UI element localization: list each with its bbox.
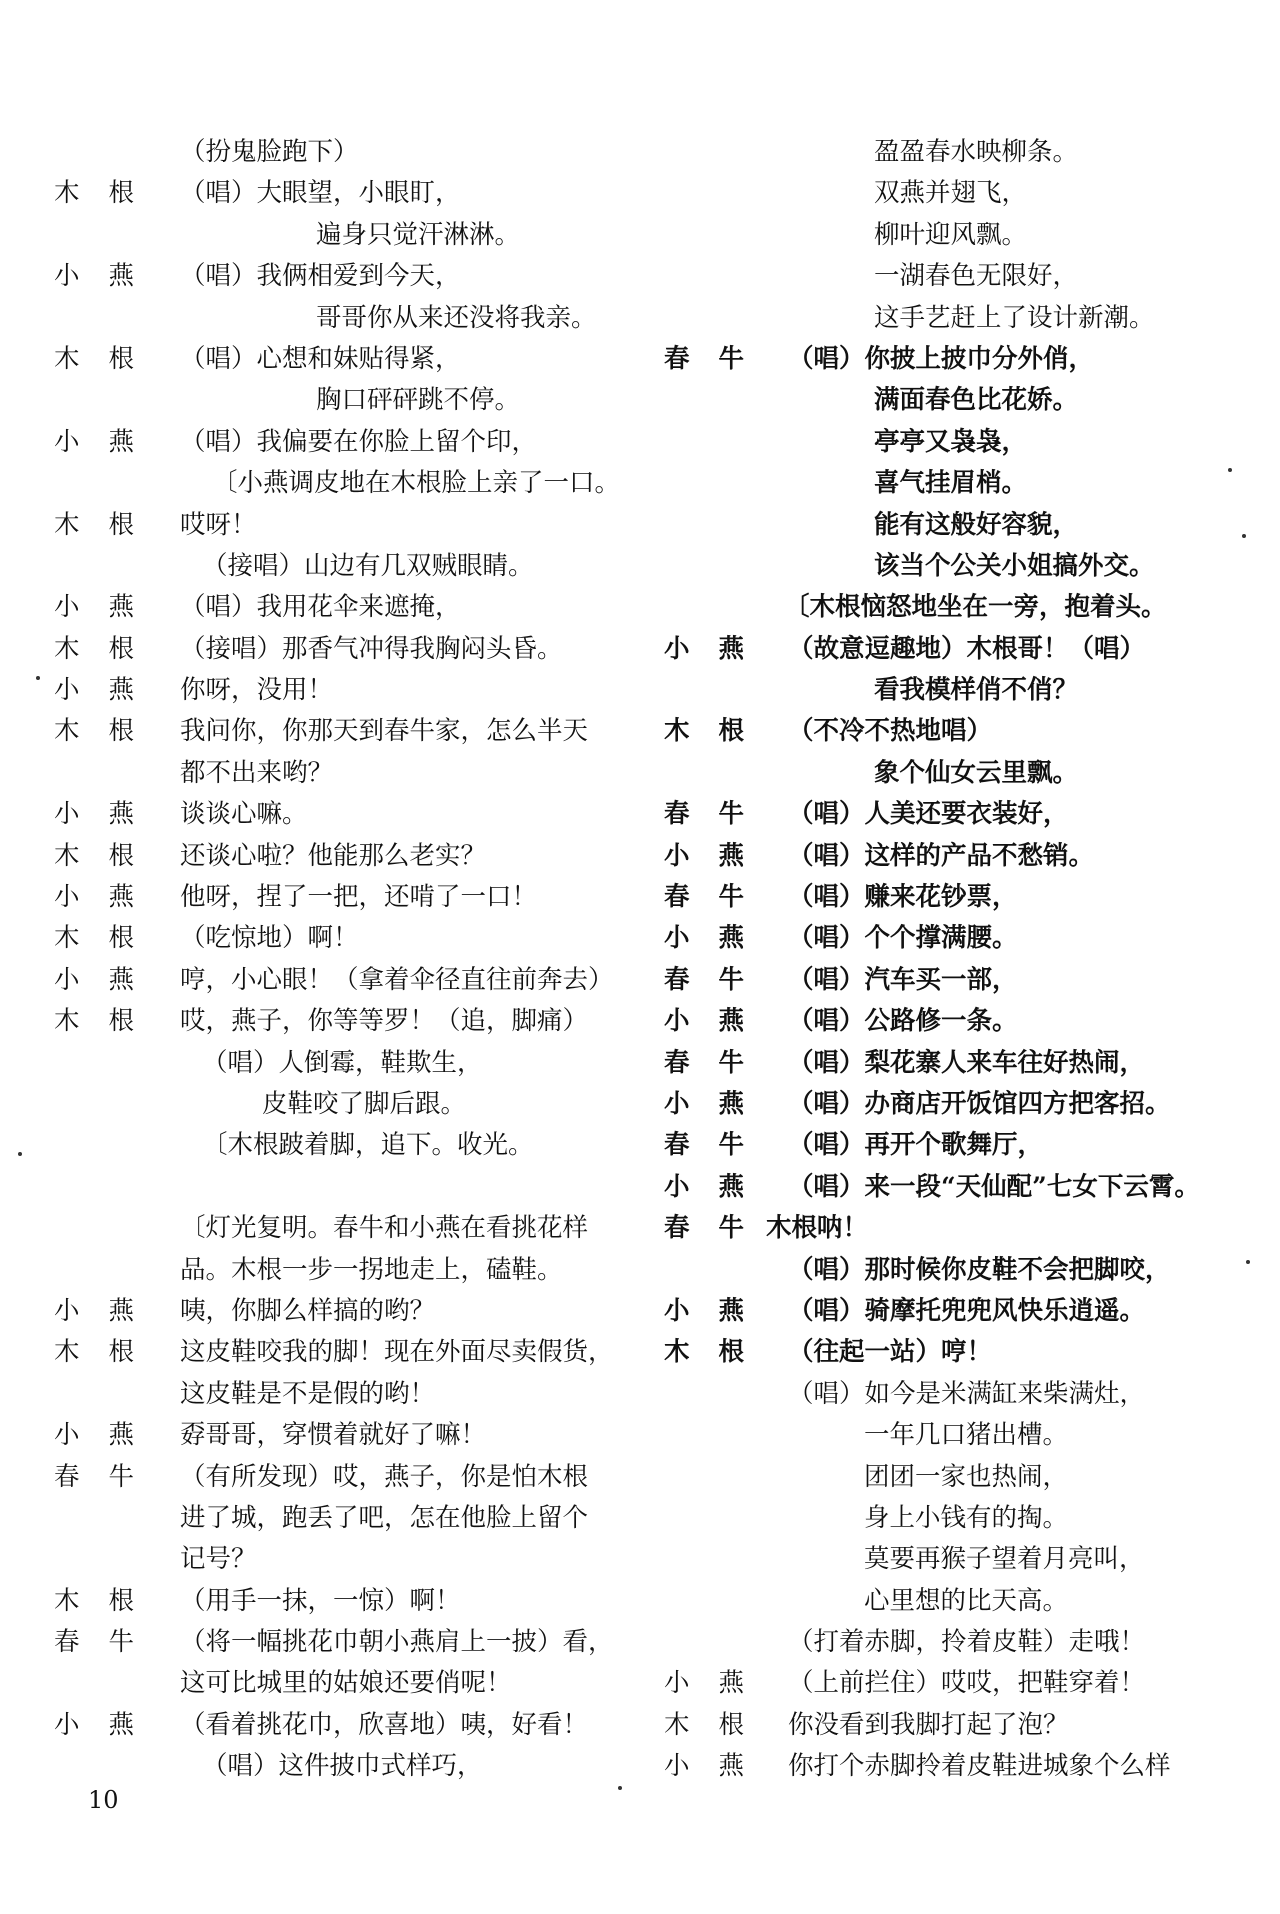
script-line	[664, 1581, 1224, 1622]
page-number: 10	[88, 1786, 119, 1814]
continuation-text: 双燕并翅飞，	[874, 178, 1028, 209]
speaker-name: 木根	[54, 178, 164, 209]
scan-speck	[618, 1786, 622, 1790]
script-line	[54, 215, 614, 256]
script-line	[664, 1125, 1224, 1166]
dialogue-text: （唱）个个撑满腰。	[788, 923, 1018, 954]
continuation-text: 心里想的比天高。	[864, 1585, 1069, 1616]
dialogue-text: （唱）心想和妹贴得紧，	[180, 343, 461, 374]
script-line	[54, 132, 614, 173]
continuation-text: 都不出来哟？	[180, 757, 334, 788]
dialogue-text: 他呀，捏了一把，还啃了一口！	[180, 882, 538, 913]
script-line	[664, 1498, 1224, 1539]
script-line	[54, 918, 614, 959]
script-line	[664, 918, 1224, 959]
speaker-name: 春牛	[664, 343, 774, 374]
speaker-name: 春牛	[664, 799, 774, 830]
script-line	[54, 794, 614, 835]
dialogue-text: 谈谈心嘛。	[180, 799, 308, 830]
continuation-text: 身上小钱有的掏。	[864, 1502, 1069, 1533]
continuation-text: 喜气挂眉梢。	[874, 468, 1028, 499]
script-line	[664, 1374, 1224, 1415]
dialogue-text: 咦，你脚么样搞的哟？	[180, 1295, 436, 1326]
dialogue-text: 你打个赤脚拎着皮鞋进城象个么样	[788, 1751, 1171, 1782]
speaker-name: 木根	[54, 1006, 164, 1037]
script-line	[664, 1167, 1224, 1208]
script-line	[664, 256, 1224, 297]
dialogue-text: （吃惊地）啊！	[180, 923, 359, 954]
continuation-text: （唱）如今是米满缸来柴满灶，	[788, 1378, 1146, 1409]
script-line	[54, 587, 614, 628]
dialogue-text: （唱）公路修一条。	[788, 1006, 1018, 1037]
script-line	[664, 587, 1224, 628]
speaker-name: 小燕	[664, 923, 774, 954]
script-line	[54, 1663, 614, 1704]
dialogue-text: （有所发现）哎，燕子，你是怕木根	[180, 1461, 589, 1492]
scan-speck	[1246, 1260, 1250, 1264]
script-line	[54, 877, 614, 918]
continuation-text: 品。木根一步一拐地走上，磕鞋。	[180, 1254, 563, 1285]
continuation-text: 能有这般好容貌，	[874, 509, 1079, 540]
continuation-text: 记号？	[180, 1544, 257, 1575]
continuation-text: （唱）这件披巾式样巧，	[202, 1751, 483, 1782]
script-line	[664, 629, 1224, 670]
script-line	[664, 1663, 1224, 1704]
continuation-text: 皮鞋咬了脚后跟。	[262, 1088, 467, 1119]
script-line	[664, 215, 1224, 256]
continuation-text: 亭亭又袅袅，	[874, 426, 1028, 457]
dialogue-text: （将一幅挑花巾朝小燕肩上一披）看，	[180, 1627, 614, 1658]
dialogue-text: （唱）这样的产品不愁销。	[788, 840, 1095, 871]
dialogue-text: （唱）我俩相爱到今天，	[180, 261, 461, 292]
script-line	[664, 1208, 1224, 1249]
dialogue-text: （用手一抹，一惊）啊！	[180, 1585, 461, 1616]
continuation-text: 满面春色比花娇。	[874, 385, 1079, 416]
dialogue-text: 这皮鞋咬我的脚！现在外面尽卖假货，	[180, 1337, 614, 1368]
script-line	[664, 1539, 1224, 1580]
script-line	[54, 546, 614, 587]
script-line	[54, 505, 614, 546]
script-line	[54, 1622, 614, 1663]
continuation-text: （唱）那时候你皮鞋不会把脚咬，	[788, 1254, 1171, 1285]
script-line	[54, 1746, 614, 1787]
dialogue-text: 我问你，你那天到春牛家，怎么半天	[180, 716, 589, 747]
speaker-name: 小燕	[664, 1088, 774, 1119]
speaker-name: 小燕	[54, 426, 164, 457]
continuation-text: 进了城，跑丢了吧，怎在他脸上留个	[180, 1502, 589, 1533]
speaker-name: 木根	[664, 1709, 774, 1740]
speaker-name: 春牛	[54, 1461, 164, 1492]
continuation-text: 遍身只觉汗淋淋。	[316, 219, 521, 250]
continuation-text: 〔小燕调皮地在木根脸上亲了一口。	[212, 468, 621, 499]
speaker-name: 春牛	[664, 1213, 774, 1244]
speaker-name: 木根	[54, 1585, 164, 1616]
speaker-name: 小燕	[664, 633, 774, 664]
dialogue-text: 孬哥哥，穿惯着就好了嘛！	[180, 1420, 487, 1451]
script-line	[54, 463, 621, 504]
dialogue-text: （故意逗趣地）木根哥！（唱）	[788, 633, 1146, 664]
script-line	[54, 711, 614, 752]
dialogue-text: （不冷不热地唱）	[788, 716, 993, 747]
scan-speck	[36, 676, 40, 680]
script-line	[54, 256, 614, 297]
dialogue-text: （唱）你披上披巾分外俏，	[788, 343, 1095, 374]
dialogue-text: （接唱）那香气冲得我胸闷头昏。	[180, 633, 563, 664]
speaker-name: 木根	[664, 1337, 774, 1368]
script-line	[54, 173, 614, 214]
speaker-name: 木根	[54, 923, 164, 954]
continuation-text: 该当个公关小姐搞外交。	[874, 550, 1155, 581]
script-line	[664, 1043, 1224, 1084]
continuation-text: 〔灯光复明。春牛和小燕在看挑花样	[180, 1213, 589, 1244]
speaker-name: 春牛	[54, 1627, 164, 1658]
script-line	[54, 1208, 614, 1249]
speaker-name: 小燕	[54, 675, 164, 706]
script-line	[54, 1043, 614, 1084]
continuation-text: 〔木根跛着脚，追下。收光。	[202, 1130, 534, 1161]
continuation-text: （唱）人倒霉，鞋欺生，	[202, 1047, 483, 1078]
dialogue-text: （上前拦住）哎哎，把鞋穿着！	[788, 1668, 1146, 1699]
script-line	[664, 670, 1224, 711]
script-line	[664, 1250, 1224, 1291]
script-line	[664, 1705, 1224, 1746]
speaker-name: 小燕	[664, 1006, 774, 1037]
speaker-name: 小燕	[54, 799, 164, 830]
speaker-name: 小燕	[54, 964, 164, 995]
script-line	[664, 1291, 1224, 1332]
script-line	[54, 1125, 614, 1166]
script-line	[664, 339, 1224, 380]
script-line	[664, 463, 1224, 504]
script-line	[664, 1001, 1224, 1042]
continuation-text: 一湖春色无限好，	[874, 261, 1079, 292]
speaker-name: 春牛	[664, 882, 774, 913]
continuation-text: 团团一家也热闹，	[864, 1461, 1069, 1492]
scan-speck	[1242, 534, 1246, 538]
script-line	[664, 422, 1224, 463]
dialogue-text: 哼，小心眼！（拿着伞径直往前奔去）	[180, 964, 614, 995]
script-line	[664, 711, 1224, 752]
script-line	[54, 298, 614, 339]
script-line	[664, 380, 1224, 421]
continuation-text: （打着赤脚，拎着皮鞋）走哦！	[788, 1627, 1146, 1658]
dialogue-text: （往起一站）哼！	[788, 1337, 993, 1368]
scan-speck	[18, 1152, 22, 1156]
continuation-text: （接唱）山边有几双贼眼睛。	[202, 550, 534, 581]
continuation-text: 一年几口猪出槽。	[864, 1420, 1069, 1451]
dialogue-text: 哎，燕子，你等等罗！（追，脚痛）	[180, 1006, 589, 1037]
dialogue-text: （唱）汽车买一部，	[788, 964, 1018, 995]
speaker-name: 春牛	[664, 1130, 774, 1161]
speaker-name: 木根	[54, 633, 164, 664]
dialogue-text: （唱）赚来花钞票，	[788, 882, 1018, 913]
script-line	[664, 1746, 1224, 1787]
script-line	[664, 1622, 1224, 1663]
scene-break	[54, 1167, 614, 1208]
speaker-name: 小燕	[664, 1751, 774, 1782]
continuation-text: 柳叶迎风飘。	[874, 219, 1028, 250]
dialogue-text: 还谈心啦？他能那么老实？	[180, 840, 487, 871]
dialogue-text: （唱）办商店开饭馆四方把客招。	[788, 1088, 1171, 1119]
dialogue-text: （唱）我用花伞来遮掩，	[180, 592, 461, 623]
continuation-text: 看我模样俏不俏？	[874, 675, 1079, 706]
continuation-text: 哥哥你从来还没将我亲。	[316, 302, 597, 333]
script-line	[664, 1332, 1224, 1373]
script-line	[664, 298, 1224, 339]
right-column	[664, 132, 1224, 1788]
script-line	[664, 960, 1224, 1001]
left-column	[54, 132, 621, 1788]
speaker-name: 木根	[54, 1337, 164, 1368]
speaker-name: 小燕	[664, 1668, 774, 1699]
speaker-name: 木根	[54, 343, 164, 374]
script-line	[664, 877, 1224, 918]
speaker-name: 木根	[664, 716, 774, 747]
dialogue-text: （看着挑花巾，欣喜地）咦，好看！	[180, 1709, 589, 1740]
scan-speck	[1228, 468, 1232, 472]
continuation-text: 盈盈春水映柳条。	[874, 137, 1079, 167]
script-line	[664, 1415, 1224, 1456]
speaker-name: 小燕	[54, 882, 164, 913]
dialogue-text: （唱）再开个歌舞厅，	[788, 1130, 1044, 1161]
script-line	[54, 1084, 614, 1125]
speaker-name: 木根	[54, 716, 164, 747]
continuation-text: 〔木根恼怒地坐在一旁，抱着头。	[784, 592, 1167, 623]
continuation-text: 这手艺赶上了设计新潮。	[874, 302, 1155, 333]
script-line	[54, 422, 614, 463]
script-line	[664, 753, 1224, 794]
script-line	[664, 173, 1224, 214]
dialogue-text: （唱）人美还要衣装好，	[788, 799, 1069, 830]
script-line	[664, 546, 1224, 587]
script-line	[664, 1084, 1224, 1125]
script-line	[664, 1457, 1224, 1498]
script-line	[54, 1498, 614, 1539]
speaker-name: 春牛	[664, 1047, 774, 1078]
speaker-name: 春牛	[664, 964, 774, 995]
continuation-text: （扮鬼脸跑下）	[180, 137, 359, 167]
script-line	[54, 1581, 614, 1622]
script-line	[664, 132, 1224, 173]
continuation-text: 莫要再猴子望着月亮叫，	[864, 1544, 1145, 1575]
script-line	[54, 1250, 614, 1291]
dialogue-text: （唱）大眼望，小眼盯，	[180, 178, 461, 209]
continuation-text: 胸口砰砰跳不停。	[316, 385, 521, 416]
continuation-text: 象个仙女云里飘。	[874, 757, 1079, 788]
script-line	[664, 794, 1224, 835]
speaker-name: 小燕	[54, 1709, 164, 1740]
script-line	[54, 629, 614, 670]
script-line	[54, 1001, 614, 1042]
script-line	[664, 505, 1224, 546]
script-line	[54, 1291, 614, 1332]
dialogue-text: 你呀，没用！	[180, 675, 334, 706]
script-line	[54, 753, 614, 794]
dialogue-text: （唱）来一段“天仙配”七女下云霄。	[788, 1171, 1200, 1202]
script-line	[54, 1457, 614, 1498]
dialogue-text: 你没看到我脚打起了泡？	[788, 1709, 1069, 1740]
speaker-name: 小燕	[54, 261, 164, 292]
script-line	[54, 339, 614, 380]
script-line	[54, 960, 614, 1001]
script-line	[54, 836, 614, 877]
speaker-name: 小燕	[54, 592, 164, 623]
continuation-text: 这可比城里的姑娘还要俏呢！	[180, 1668, 512, 1699]
script-line	[54, 1539, 614, 1580]
speaker-name: 小燕	[664, 840, 774, 871]
script-line	[54, 670, 614, 711]
dialogue-text: （唱）骑摩托兜兜风快乐逍遥。	[788, 1295, 1146, 1326]
script-line	[54, 380, 614, 421]
speaker-name: 小燕	[54, 1420, 164, 1451]
speaker-name: 小燕	[54, 1295, 164, 1326]
speaker-name: 木根	[54, 509, 164, 540]
continuation-text: 这皮鞋是不是假的哟！	[180, 1378, 436, 1409]
dialogue-text: 哎呀！	[180, 509, 257, 540]
speaker-name: 小燕	[664, 1295, 774, 1326]
dialogue-text: （唱）梨花寨人来车往好热闹，	[788, 1047, 1146, 1078]
dialogue-text: 木根呐！	[766, 1213, 869, 1244]
dialogue-text: （唱）我偏要在你脸上留个印，	[180, 426, 538, 457]
script-line	[54, 1705, 614, 1746]
speaker-name: 木根	[54, 840, 164, 871]
script-line	[664, 836, 1224, 877]
script-line	[54, 1415, 614, 1456]
script-line	[54, 1374, 614, 1415]
speaker-name: 小燕	[664, 1171, 774, 1202]
script-line	[54, 1332, 614, 1373]
